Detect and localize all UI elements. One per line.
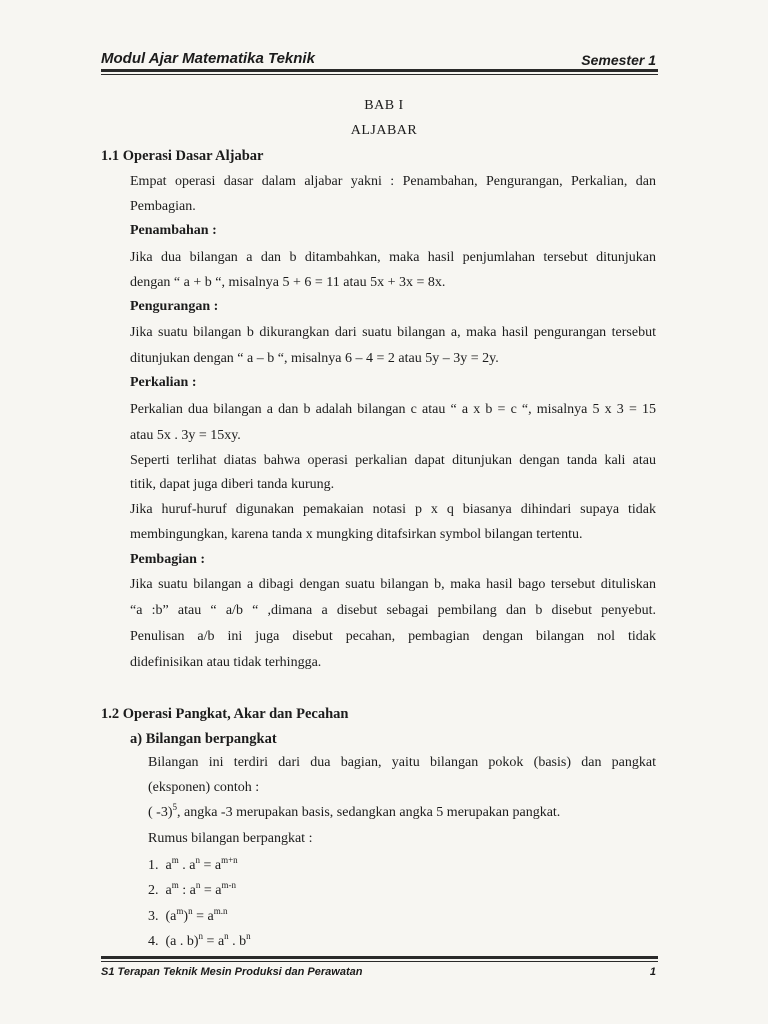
paragraph-line: didefinisikan atau tidak terhingga. [130,655,322,670]
paragraph-line: Bilangan ini terdiri dari dua bagian, yaitu bilangan pokok (basis) dan pangkat [148,755,656,770]
rule-number: 3. [148,909,159,924]
paragraph-line: Seperti terlihat diatas bahwa operasi perkalian dapat ditunjukan dengan tanda kali atau [130,453,656,468]
paragraph-line: dengan “ a + b “, misalnya 5 + 6 = 11 atau 5x + 3x = 8x. [130,275,446,290]
page-number: 1 [649,966,656,978]
subheading-pembagian: Pembagian : [130,552,206,567]
paragraph-line: Jika suatu bilangan b dikurangkan dari suatu bilangan a, maka hasil pengurangan tersebut [130,325,656,340]
paragraph-line: “a :b” atau “ a/b “ ,dimana a disebut sebagai pembilang dan b disebut penyebut. [130,603,656,618]
paragraph-line: Jika huruf-huruf digunakan pemakaian notasi p x q biasanya dihindari supaya tidak [130,502,656,517]
footer-program: S1 Terapan Teknik Mesin Produksi dan Perawatan [101,966,363,978]
subheading-penambahan: Penambahan : [130,223,217,238]
header-semester: Semester 1 [581,52,656,68]
chapter-title: ALJABAR [350,123,418,138]
subheading-perkalian: Perkalian : [130,375,197,390]
footer-rule-thin [101,961,658,962]
paragraph-line: Jika suatu bilangan a dibagi dengan suatu bilangan b, maka hasil bago tersebut dituliskan [130,577,656,592]
rule-item [148,855,238,874]
paragraph-line: ditunjukan dengan “ a – b “, misalnya 6 – 4 = 2 atau 5y – 3y = 2y. [130,351,499,366]
subheading-pengurangan: Pengurangan : [130,299,219,314]
rule-formula: (a . $b)^n = a^n$ . $b^n$ [165,931,251,949]
section-heading: 1.2 Operasi Pangkat, Akar dan Pecahan [101,706,349,722]
paragraph-line: (eksponen) contoh : [148,780,260,795]
example-exponent: 5 [172,802,177,812]
header-rule [101,69,658,72]
paragraph-line: Pembagian. [130,199,196,214]
paragraph-line: atau 5x . 3y = 15xy. [130,428,241,443]
paragraph-line: Penulisan a/b ini juga disebut pecahan, pembagian dengan bilangan nol tidak [130,629,656,644]
example-base: ( -3) [148,805,173,820]
page-header [101,50,656,70]
paragraph-line: Jika dua bilangan a dan b ditambahkan, maka hasil penjumlahan tersebut ditunjukan [130,250,656,265]
example-text: , angka -3 merupakan basis, sedangkan angka 5 merupakan pangkat. [177,805,561,820]
paragraph-line: Empat operasi dasar dalam aljabar yakni : Penambahan, Pengurangan, Perkalian, dan [130,174,656,189]
rule-item [148,880,236,899]
rumus-title: Rumus bilangan berpangkat : [148,831,313,846]
paragraph-line: titik, dapat juga diberi tanda kurung. [130,477,335,492]
page-footer [101,966,656,982]
header-title: Modul Ajar Matematika Teknik [101,50,315,67]
paragraph-line: Perkalian dua bilangan a dan b adalah bilangan c atau “ a x b = c “, misalnya 5 x 3 = 15 [130,402,656,417]
rule-item [148,931,251,950]
rule-formula: $a^m$ : $a^n = a^{m-n}$ [165,880,236,898]
rule-number: 1. [148,858,159,873]
rule-number: 4. [148,934,159,949]
rule-formula: $(a^m)^n = a^{m.n}$ [165,906,228,924]
chapter-number: BAB I [364,98,404,113]
rule-formula: $a^m$ . $a^n = a^{m+n}$ [165,855,238,873]
example-line [148,802,561,821]
subsection-heading: a) Bilangan berpangkat [130,731,277,747]
rule-number: 2. [148,883,159,898]
paragraph-line: membingungkan, karena tanda x mungking ditafsirkan symbol bilangan tertentu. [130,527,583,542]
footer-rule [101,956,658,959]
header-rule-thin [101,74,658,75]
section-heading: 1.1 Operasi Dasar Aljabar [101,148,264,164]
rule-item [148,906,228,925]
